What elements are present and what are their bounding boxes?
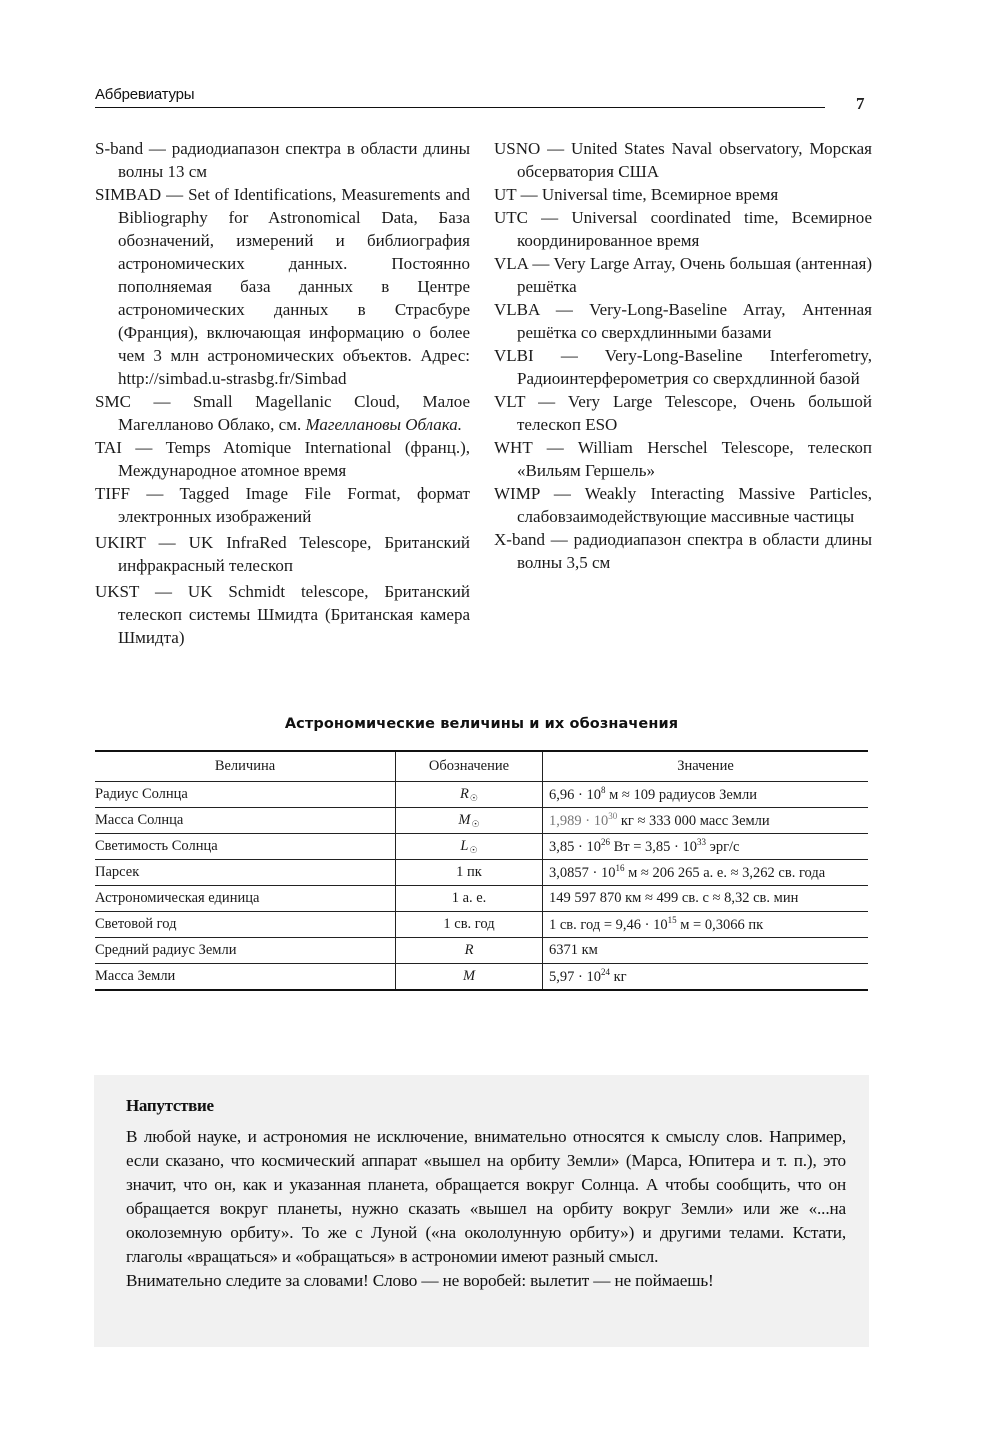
glossary-entry: [494, 206, 872, 252]
table-row: [95, 964, 868, 991]
running-title: Аббревиатуры: [95, 86, 195, 103]
glossary-term: SIMBAD: [95, 185, 162, 204]
cell-quantity: Астрономическая единица: [95, 886, 396, 912]
cell-symbol: [396, 912, 543, 938]
cell-value: [543, 912, 869, 938]
symbol-text: 1 а. е.: [451, 890, 487, 906]
glossary-term: VLT: [494, 392, 526, 411]
glossary-definition: William Herschel Telescope, телескоп «Вильям Гершель»: [517, 438, 872, 480]
glossary-entry: [494, 252, 872, 298]
glossary-term: WIMP: [494, 484, 540, 503]
value-text: 3,0857 · 10: [549, 864, 616, 881]
table-row: [95, 834, 868, 860]
glossary-entry: [494, 482, 872, 528]
symbol-text: 1 пк: [456, 864, 482, 880]
running-header: [95, 86, 825, 108]
glossary-definition: Very-Long-Baseline Interferometry, Радиоинтерферометрия со сверхдлинной базой: [517, 346, 872, 388]
table-row: [95, 912, 868, 938]
value-text: 5,97 · 10: [549, 968, 601, 985]
cell-value: [543, 860, 869, 886]
exponent: 16: [615, 863, 625, 874]
exponent: 26: [600, 837, 610, 848]
value-text: кг: [609, 968, 627, 985]
glossary-definition: Weakly Interacting Massive Particles, слабовзаимодействующие массивные частицы: [517, 484, 872, 526]
value-text: Вт = 3,85 · 10: [609, 838, 697, 855]
cell-quantity: Средний радиус Земли: [95, 938, 396, 964]
glossary-term: X-band: [494, 530, 545, 549]
glossary-definition: United States Naval observatory, Морская обсерватория США: [517, 139, 872, 181]
value-text: м = 0,3066 пк: [676, 916, 764, 933]
table-row: [95, 886, 868, 912]
table-row: [95, 808, 868, 834]
glossary-cross-reference: Магеллановы Облака.: [305, 415, 463, 434]
glossary-term: UT: [494, 185, 517, 204]
value-text: 3,85 · 10: [549, 838, 601, 855]
note-body: [126, 1125, 846, 1293]
cell-value: [543, 938, 869, 964]
cell-value: [543, 782, 869, 808]
glossary-separator: —: [532, 438, 578, 457]
glossary-term: VLBA: [494, 300, 540, 319]
glossary-term: UKIRT: [95, 533, 146, 552]
value-text: 149 597 870 км ≈ 499 св. с ≈ 8,32 св. мин: [549, 890, 799, 906]
glossary-definition: Very Large Telescope, Очень большой телескоп ESO: [517, 392, 872, 434]
value-text: 6371 км: [549, 942, 598, 958]
glossary-separator: —: [143, 139, 172, 158]
exponent: 24: [600, 967, 610, 978]
glossary-definition: UK Schmidt telescope, Британский телескоп системы Шмидта (Британская камера Шмидта): [118, 582, 471, 647]
glossary-entry: [95, 183, 470, 390]
glossary-term: UKST: [95, 582, 140, 601]
cell-symbol: [396, 886, 543, 912]
cell-symbol: [396, 782, 543, 808]
exponent: 15: [667, 915, 677, 926]
cell-symbol: [396, 938, 543, 964]
glossary-separator: —: [145, 533, 189, 552]
column-header-symbol: Обозначение: [396, 751, 543, 782]
symbol-text: R: [464, 942, 474, 958]
cell-quantity: Радиус Солнца: [95, 782, 396, 808]
value-text: 1,989 · 10: [549, 812, 609, 829]
glossary-separator: —: [539, 484, 585, 503]
glossary-entry: [494, 137, 872, 183]
cell-value: [543, 964, 869, 991]
value-text: 6,96 · 10: [549, 786, 601, 803]
exponent: 33: [696, 837, 706, 848]
glossary-definition: Temps Atomique International (франц.), Международное атомное время: [118, 438, 470, 480]
note-title: Напутствие: [126, 1096, 214, 1115]
column-header-value: Значение: [543, 751, 869, 782]
page-number: 7: [856, 94, 865, 113]
symbol-text: L: [460, 837, 469, 854]
cell-value: [543, 886, 869, 912]
note-paragraph: Внимательно следите за словами! Слово — не воробей: вылетит — не поймаешь!: [126, 1271, 714, 1290]
glossary-separator: —: [544, 530, 574, 549]
sun-symbol-icon: ☉: [471, 818, 480, 829]
glossary-term: UTC: [494, 208, 528, 227]
note-box: [94, 1075, 869, 1347]
value-text: кг ≈ 333 000 масс Земли: [617, 812, 770, 829]
glossary-separator: —: [139, 582, 188, 601]
glossary-separator: —: [161, 185, 189, 204]
symbol-text: M: [462, 968, 476, 984]
value-text: м ≈ 109 радиусов Земли: [605, 786, 757, 803]
table-row: [95, 782, 868, 808]
glossary-definition: Universal coordinated time, Всемирное координированное время: [517, 208, 872, 250]
glossary-separator: —: [525, 392, 568, 411]
glossary-entry: [494, 344, 872, 390]
table-row: [95, 860, 868, 886]
glossary-separator: —: [130, 392, 193, 411]
glossary-separator: —: [528, 208, 572, 227]
cell-quantity: Масса Солнца: [95, 808, 396, 834]
cell-value: [543, 808, 869, 834]
glossary-term: VLA: [494, 254, 528, 273]
cell-symbol: [396, 860, 543, 886]
glossary-entry: [494, 436, 872, 482]
column-header-quantity: Величина: [95, 751, 396, 782]
glossary-separator: —: [516, 185, 542, 204]
glossary-column-right: [494, 137, 872, 574]
glossary-definition: Universal time, Всемирное время: [541, 185, 779, 204]
cell-quantity: Световой год: [95, 912, 396, 938]
glossary-entry: [95, 390, 470, 436]
glossary-term: SMC: [95, 392, 131, 411]
sun-symbol-icon: ☉: [469, 792, 478, 803]
glossary-separator: —: [121, 438, 166, 457]
glossary-entry: [95, 137, 470, 183]
glossary-entry: [494, 183, 872, 206]
glossary-definition: Very Large Array, Очень большая (антенная) решётка: [517, 254, 872, 296]
sun-symbol-icon: ☉: [469, 844, 478, 855]
glossary-entry: [95, 531, 470, 577]
symbol-text: R: [460, 785, 469, 802]
glossary-term: USNO: [494, 139, 541, 158]
table-header-row: [95, 751, 868, 782]
glossary-entry: [494, 528, 872, 574]
glossary-entry: [494, 390, 872, 436]
glossary-separator: —: [533, 346, 605, 365]
symbol-text: 1 св. год: [443, 916, 495, 932]
cell-quantity: Светимость Солнца: [95, 834, 396, 860]
cell-quantity: Масса Земли: [95, 964, 396, 991]
cell-symbol: [396, 964, 543, 991]
glossary-term: S-band: [95, 139, 144, 158]
value-text: эрг/с: [705, 838, 740, 855]
exponent: 30: [608, 811, 618, 822]
cell-symbol: [396, 808, 543, 834]
glossary-entry: [95, 436, 470, 482]
glossary-separator: —: [539, 300, 590, 319]
glossary-definition: Very-Long-Baseline Array, Антенная решётка со сверхдлинными базами: [517, 300, 872, 342]
glossary-separator: —: [129, 484, 180, 503]
glossary-term: TAI: [95, 438, 122, 457]
glossary-column-left: [95, 137, 470, 649]
glossary-definition: радиодиапазон спектра в области длины волны 13 см: [118, 139, 470, 181]
glossary-entry: [95, 482, 470, 528]
glossary-term: TIFF: [95, 484, 130, 503]
glossary-definition: UK InfraRed Telescope, Британский инфракрасный телескоп: [118, 533, 470, 575]
value-text: м ≈ 206 265 а. е. ≈ 3,262 св. года: [624, 864, 826, 881]
glossary-term: VLBI: [494, 346, 534, 365]
glossary-separator: —: [540, 139, 572, 158]
glossary-definition: Set of Identifications, Measurements and Bibliography for Astronomical Data, База обозначений, измерений и библиография астрономических данных. Постоянно пополняемая база данных в Центре астрономических данных в Страсбуре (Франция), включающая информацию о более чем 3 млн астрономических объектов. Адрес: http://simbad.u-strasbg.fr/Simbad: [118, 185, 470, 388]
exponent: 8: [600, 785, 606, 796]
glossary-definition: радиодиапазон спектра в области длины волны 3,5 см: [517, 530, 872, 572]
table-title: Астрономические величины и их обозначения: [284, 716, 679, 732]
cell-symbol: [396, 834, 543, 860]
cell-value: [543, 834, 869, 860]
cell-quantity: Парсек: [95, 860, 396, 886]
glossary-definition: Small Magellanic Cloud, Малое Магелланово Облако, см.: [118, 392, 470, 434]
glossary-term: WHT: [494, 438, 533, 457]
glossary-definition: Tagged Image File Format, формат электронных изображений: [118, 484, 470, 526]
note-paragraph: В любой науке, и астрономия не исключение, внимательно относятся к смыслу слов. Например, если сказано, что космический аппарат «вышел на орбиту Земли» (Марса, Юпитера и т. п.), это значит, что он, как и указанная планета, обращается вокруг Солнца. А чтобы сообщить, что он обращается вокруг планеты, нужно сказать «вышел на орбиту вокруг Земли» или же «...на околоземную орбиту». То же с Луной («на окололунную орбиту») и другими телами. Кстати, глаголы «вращаться» и «обращаться» в астрономии имеют разный смысл.: [126, 1127, 846, 1266]
table-row: [95, 938, 868, 964]
astronomical-quantities-table: [95, 750, 868, 991]
symbol-text: M: [458, 811, 471, 828]
value-text: 1 св. год = 9,46 · 10: [549, 916, 668, 933]
glossary-separator: —: [528, 254, 554, 273]
glossary-entry: [494, 298, 872, 344]
glossary-entry: [95, 580, 470, 649]
